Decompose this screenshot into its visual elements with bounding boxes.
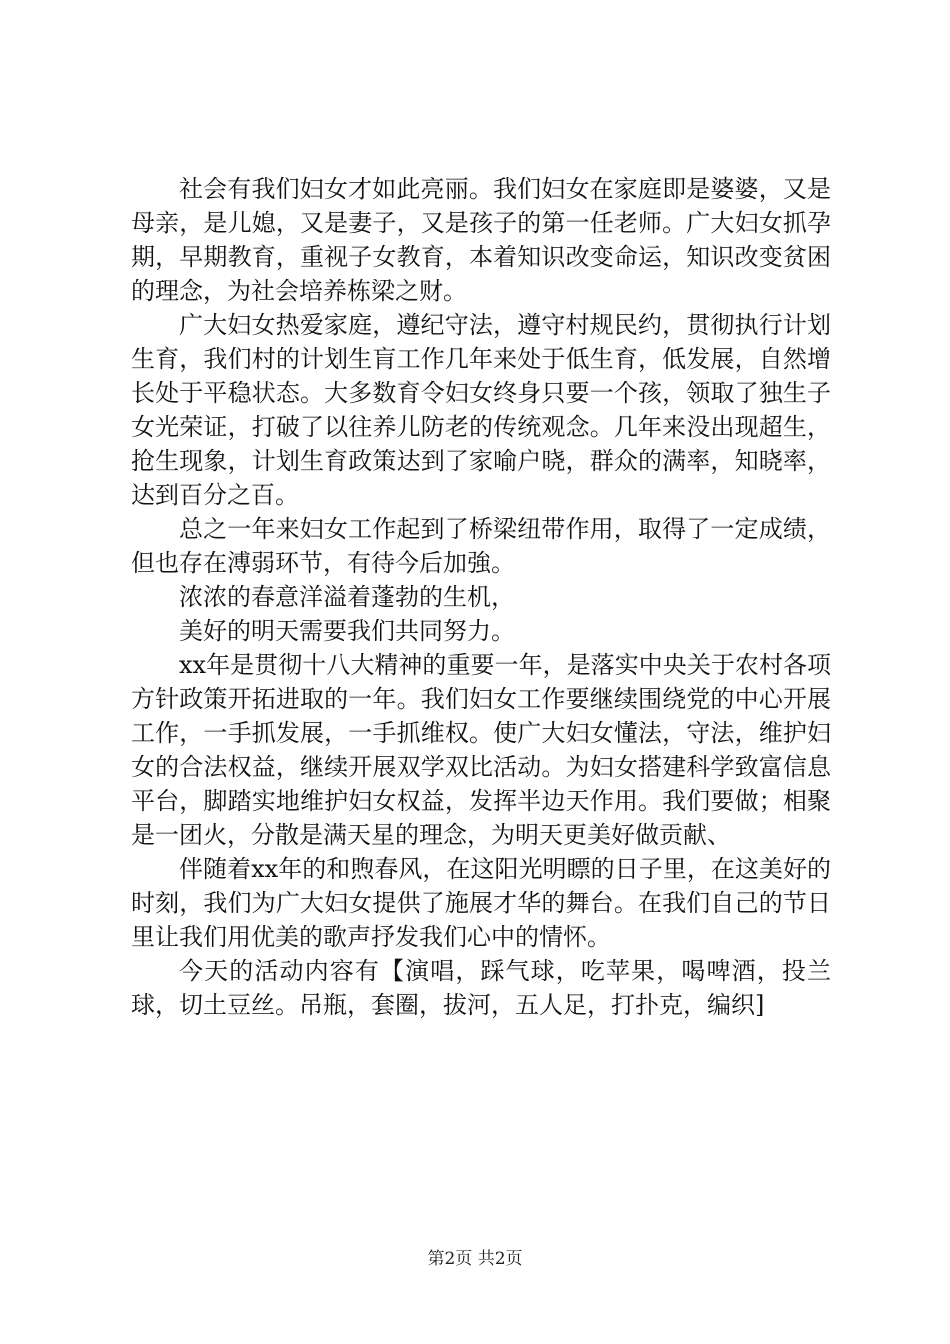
paragraph: 美好的明天需要我们共同努力。 <box>179 617 515 645</box>
paragraph: 伴随着xx年的和煦春风，在这阳光明瞟的日子里，在这美好的时刻，我们为广大妇女提供了施展才华的舞台。在我们自己的节日里让我们用优美的歌声抒发我们心中的情怀。 <box>131 855 831 951</box>
document-body <box>131 172 831 1022</box>
paragraph: 社会有我们妇女才如此亮丽。我们妇女在家庭即是婆婆，又是母亲，是儿媳，又是妻子，又是孩子的第一任老师。广大妇女抓孕期，早期教育，重视子女教育，本着知识改变命运，知识改变贫困的理念，为社会培养栋梁之财。 <box>131 175 831 305</box>
paragraph: 浓浓的春意洋溢着蓬勃的生机， <box>179 583 515 611</box>
paragraph: 今天的活动内容有【演唱，踩气球，吃苹果，喝啤酒，投兰球，切土豆丝。吊瓶，套圈，拔河，五人足，打扑克，编织] <box>131 957 831 1019</box>
paragraph: xx年是贯彻十八大精神的重要一年，是落实中央关于农村各项方针政策开拓进取的一年。我们妇女工作要继续围绕党的中心开展工作，一手抓发展，一手抓维权。使广大妇女懂法，守法，维护妇女的合法权益，继续开展双学双比活动。为妇女搭建科学致富信息平台，脚踏实地维护妇女权益，发挥半边天作用。我们要做；相聚是一团火，分散是满天星的理念，为明天更美好做贡献、 <box>131 651 831 849</box>
page-number-footer: 第2页 共2页 <box>427 1249 523 1269</box>
paragraph: 总之一年来妇女工作起到了桥梁纽带作用，取得了一定成绩，但也存在溥弱环节，有待今后加強。 <box>131 515 831 577</box>
paragraph: 广大妇女热爱家庭，遵纪守法，遵守村规民约，贯彻执行计划生育，我们村的计划生肓工作几年来处于低生育，低发展，自然增长处于平稳状态。大多数育令妇女终身只要一个孩，领取了独生子女光荣证，打破了以往养儿防老的传统观念。几年来没出现超生，抢生现象，计划生育政策达到了家喻户晓，群众的满率，知晓率，达到百分之百。 <box>131 311 831 509</box>
